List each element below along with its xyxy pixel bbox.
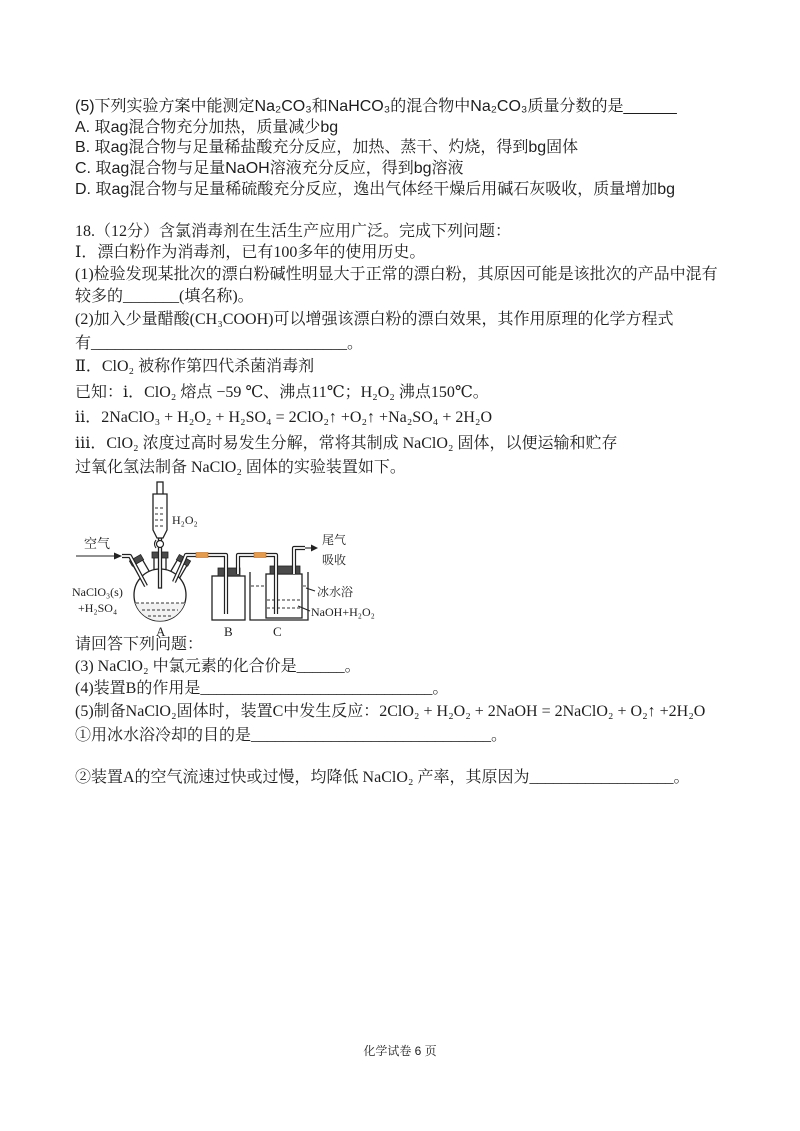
sub-question-3: (3) NaClO₂ 中氯元素的化合价是______。 <box>75 658 361 675</box>
apparatus-diagram <box>70 478 400 642</box>
ice-bath-label: 冰水浴 <box>317 585 354 599</box>
sub-question-1-line-2: 较多的_______(填名称)。 <box>75 288 254 305</box>
air-arrow-head-icon <box>114 553 122 560</box>
sub-question-5-part-1: ①用冰水浴冷却的目的是______________________________。 <box>75 727 508 744</box>
known-fact-2-equation: ⅱ．2NaClO₃ + H₂O₂ + H₂SO₄ = 2ClO₂↑ +O₂↑ +Na₂SO₄ + 2H₂O <box>75 409 493 426</box>
known-fact-1: 已知：ⅰ．ClO₂ 熔点 −59 ℃、沸点11℃；H₂O₂ 沸点150℃。 <box>75 384 489 401</box>
funnel-reagent-label: H₂O₂ <box>172 513 198 527</box>
sub-question-1-line-1: (1)检验发现某批次的漂白粉碱性明显大于正常的漂白粉，其原因可能是该批次的产品中混有 <box>75 266 718 283</box>
sub-question-5: (5)制备NaClO₂固体时，装置C中发生反应：2ClO₂ + H₂O₂ + 2NaOH = 2NaClO₂ + O₂↑ +2H₂O <box>75 703 706 720</box>
apparatus-label-c: C <box>273 624 282 639</box>
question-18-header: 18.（12分）含氯消毒剂在生活生产应用广泛。完成下列问题： <box>75 223 512 240</box>
sub-question-5-part-2: ②装置A的空气流速过快或过慢，均降低 NaClO₂ 产率，其原因为__________________。 <box>75 769 690 786</box>
apparatus-label-a: A <box>156 624 166 639</box>
flask-liquid <box>135 603 184 621</box>
ice-bath-c <box>250 566 308 620</box>
answer-prompt: 请回答下列问题： <box>75 636 204 653</box>
funnel-body <box>153 494 167 538</box>
option-a: A. 取ag混合物充分加热，质量减少bg <box>75 119 339 136</box>
known-fact-3: ⅲ．ClO₂ 浓度过高时易发生分解，常将其制成 NaClO₂ 固体，以便运输和贮存 <box>75 435 618 452</box>
absorber-solution-label: NaOH+H₂O₂ <box>311 605 375 619</box>
sub-question-2-line-2: 有________________________________。 <box>75 335 364 352</box>
sub-question-2-line-1: (2)加入少量醋酸(CH₃COOH)可以增强该漂白粉的漂白效果，其作用原理的化学方程式 <box>75 311 674 328</box>
part-2-title: Ⅱ．ClO₂ 被称作第四代杀菌消毒剂 <box>75 358 315 375</box>
bottle-b <box>212 568 245 620</box>
flask-reagent-label-1: NaClO₃(s) <box>72 585 123 599</box>
tail-gas-arrow-head-icon <box>311 545 318 552</box>
option-d: D. 取ag混合物与足量稀硫酸充分反应，逸出气体经干燥后用碱石灰吸收，质量增加bg <box>75 181 676 198</box>
part-1-title: Ⅰ．漂白粉作为消毒剂，已有100多年的使用历史。 <box>75 244 426 261</box>
sub-question-4: (4)装置B的作用是_____________________________。 <box>75 680 449 697</box>
flask-reagent-label-2: +H₂SO₄ <box>78 601 118 615</box>
rubber-connector <box>196 553 208 558</box>
stopcock-handle <box>155 540 157 548</box>
question-5-stem: (5)下列实验方案中能测定Na₂CO₃和NaHCO₃的混合物中Na₂CO₃质量分数的是______ <box>75 98 677 115</box>
bottle-b-body <box>212 576 245 620</box>
option-c: C. 取ag混合物与足量NaOH溶液充分反应，得到bg溶液 <box>75 160 464 177</box>
rubber-connector <box>254 553 266 558</box>
apparatus-label-b: B <box>224 624 233 639</box>
option-b: B. 取ag混合物与足量稀盐酸充分反应，加热、蒸干、灼烧，得到bg固体 <box>75 139 579 156</box>
page-footer: 化学试卷 6 页 <box>363 1044 437 1058</box>
apparatus-intro: 过氧化氢法制备 NaClO₂ 固体的实验装置如下。 <box>75 459 406 476</box>
tail-gas-label-2: 吸收 <box>322 553 347 567</box>
funnel-top-tube <box>157 482 163 495</box>
absorber-bottle <box>266 574 302 618</box>
tail-gas-label-1: 尾气 <box>322 533 347 547</box>
stopcock-icon <box>157 541 164 548</box>
air-label: 空气 <box>84 536 111 551</box>
